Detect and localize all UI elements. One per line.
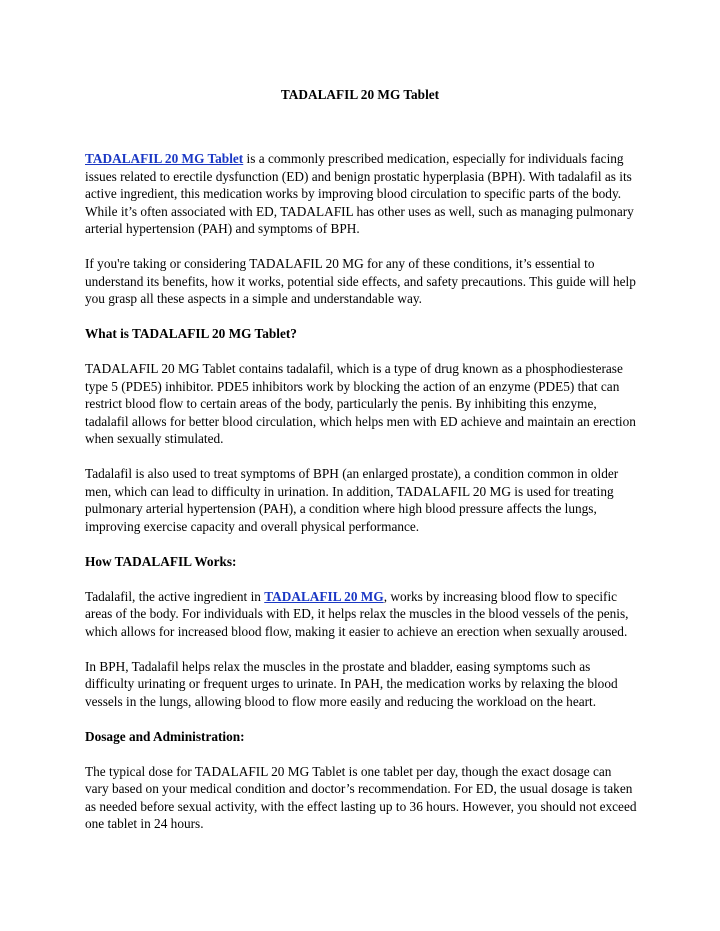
document-title: TADALAFIL 20 MG Tablet bbox=[280, 87, 440, 102]
how-it-works-paragraph-2: In BPH, Tadalafil helps relax the muscles in the prostate and bladder, easing symptoms such as difficulty urinating or frequent urges to urinate. In PAH, the medication works by relaxing the blood vessels in the lungs, allowing blood to flow more easily and reducing the workload on the heart. bbox=[85, 658, 618, 709]
how-it-works-paragraph-1 bbox=[85, 588, 637, 641]
section-heading-dosage: Dosage and Administration: bbox=[85, 728, 245, 744]
section-heading-what-is: What is TADALAFIL 20 MG Tablet? bbox=[85, 326, 297, 341]
intro-text: is a commonly prescribed medication, especially for individuals facing issues related to erectile dysfunction (ED) and benign prostatic hyperplasia (BPH). With tadalafil as its active ingredient, this medication works by improving blood circulation to specific parts of the body. While it’s often associated with ED, TADALAFIL has other uses as well, such as managing pulmonary arterial hypertension (PAH) and symptoms of BPH. bbox=[85, 151, 634, 236]
what-is-paragraph-1: TADALAFIL 20 MG Tablet contains tadalafil, which is a type of drug known as a phosphodiesterase type 5 (PDE5) inhibitor. PDE5 inhibitors work by blocking the action of an enzyme (PDE5) that can restrict blood flow to certain areas of the body, particularly the penis. By inhibiting this enzyme, tadalafil allows for better blood circulation, which helps men with ED achieve and maintain an erection when sexually stimulated. bbox=[85, 361, 636, 446]
how-it-works-text-before: Tadalafil, the active ingredient in bbox=[85, 588, 265, 604]
tadalafil-20mg-link[interactable]: TADALAFIL 20 MG bbox=[264, 588, 384, 604]
document-body bbox=[85, 150, 637, 850]
how-it-works-text-after: , works by increasing blood flow to specific areas of the body. For individuals with ED, it helps relax the muscles in the blood vessels of the penis, which allows for increased blood flow, making it easier to achieve an erection when sexually aroused. bbox=[85, 588, 629, 639]
section-heading-how-it-works: How TADALAFIL Works: bbox=[85, 553, 237, 569]
intro-paragraph bbox=[85, 150, 637, 238]
intro-paragraph-2: If you're taking or considering TADALAFIL 20 MG for any of these conditions, it’s essential to understand its benefits, how it works, potential side effects, and safety precautions. This guide will help you grasp all these aspects in a simple and understandable way. bbox=[85, 256, 636, 306]
dosage-paragraph-1: The typical dose for TADALAFIL 20 MG Tablet is one tablet per day, though the exact dosage can vary based on your medical condition and doctor’s recommendation. For ED, the usual dosage is taken as needed before sexual activity, with the effect lasting up to 36 hours. However, you should not exceed one tablet in 24 hours. bbox=[85, 763, 637, 831]
what-is-paragraph-2: Tadalafil is also used to treat symptoms of BPH (an enlarged prostate), a condition common in older men, which can lead to difficulty in urination. In addition, TADALAFIL 20 MG is used for treating pulmonary arterial hypertension (PAH), a condition where high blood pressure affects the lungs, improving exercise capacity and overall physical performance. bbox=[85, 466, 619, 534]
product-link[interactable]: TADALAFIL 20 MG Tablet bbox=[85, 151, 244, 166]
